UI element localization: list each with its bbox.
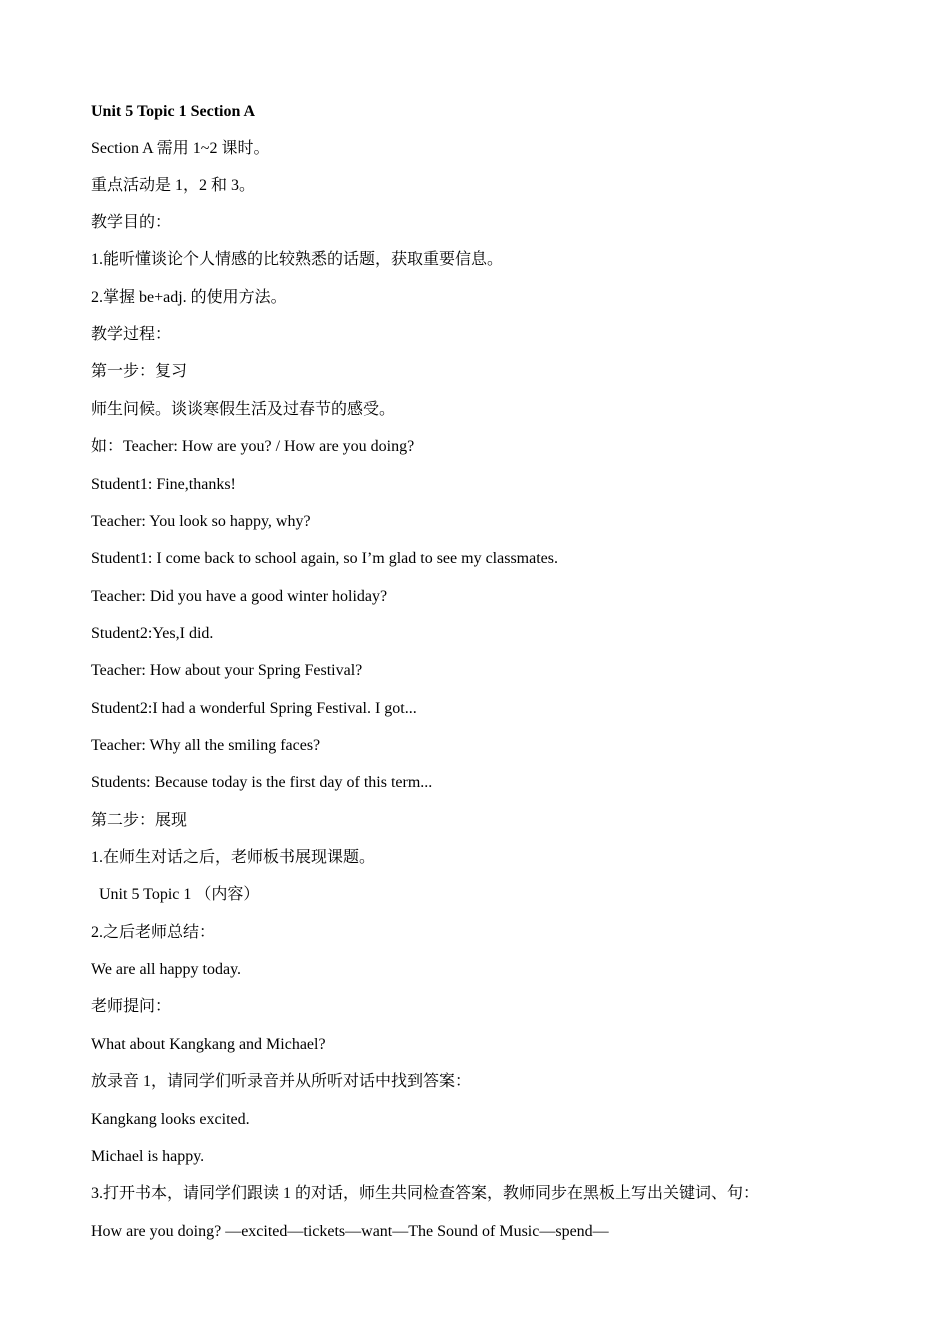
dialogue-line: Teacher: Did you have a good winter holiday? — [91, 588, 388, 605]
section-heading: 教学目的： — [91, 214, 172, 231]
dialogue-line: Student1: Fine,thanks! — [91, 476, 236, 493]
text-line: Michael is happy. — [91, 1148, 205, 1165]
text-line: 2.之后老师总结： — [91, 924, 216, 941]
text-line: 3.打开书本，请同学们跟读 1 的对话，师生共同检查答案，教师同步在黑板上写出关键词、句： — [91, 1185, 760, 1202]
board-title: Unit 5 Topic 1 （内容） — [99, 886, 260, 903]
dialogue-line: Student2:Yes,I did. — [91, 625, 214, 642]
text-line: 重点活动是 1，2 和 3。 — [91, 177, 256, 194]
text-line: Section A 需用 1~2 课时。 — [91, 140, 270, 157]
step-heading: 第二步：展现 — [91, 812, 188, 829]
text-line: Kangkang looks excited. — [91, 1111, 250, 1128]
dialogue-line: Teacher: You look so happy, why? — [91, 513, 311, 530]
dialogue-line: Teacher: Why all the smiling faces? — [91, 737, 321, 754]
text-line: 2.掌握 be+adj. 的使用方法。 — [91, 289, 287, 306]
text-line: What about Kangkang and Michael? — [91, 1036, 326, 1053]
keywords-line: How are you doing? —excited—tickets—want—The Sound of Music—spend— — [91, 1223, 609, 1240]
dialogue-line: Teacher: How about your Spring Festival? — [91, 662, 363, 679]
dialogue-line: Student1: I come back to school again, so I’m glad to see my classmates. — [91, 550, 558, 567]
dialogue-line: Student2:I had a wonderful Spring Festival. I got... — [91, 700, 417, 717]
text-line: 放录音 1，请同学们听录音并从所听对话中找到答案： — [91, 1073, 472, 1090]
text-line: 老师提问： — [91, 998, 172, 1015]
text-line: 1.在师生对话之后，老师板书展现课题。 — [91, 849, 376, 866]
dialogue-line: 如：Teacher: How are you? / How are you doing? — [91, 438, 415, 455]
step-heading: 第一步：复习 — [91, 363, 188, 380]
text-line: We are all happy today. — [91, 961, 242, 978]
section-heading: 教学过程： — [91, 326, 172, 343]
text-line: 师生问候。谈谈寒假生活及过春节的感受。 — [91, 401, 396, 418]
dialogue-line: Students: Because today is the first day of this term... — [91, 774, 433, 791]
document-title: Unit 5 Topic 1 Section A — [91, 103, 256, 120]
text-line: 1.能听懂谈论个人情感的比较熟悉的话题，获取重要信息。 — [91, 251, 504, 268]
